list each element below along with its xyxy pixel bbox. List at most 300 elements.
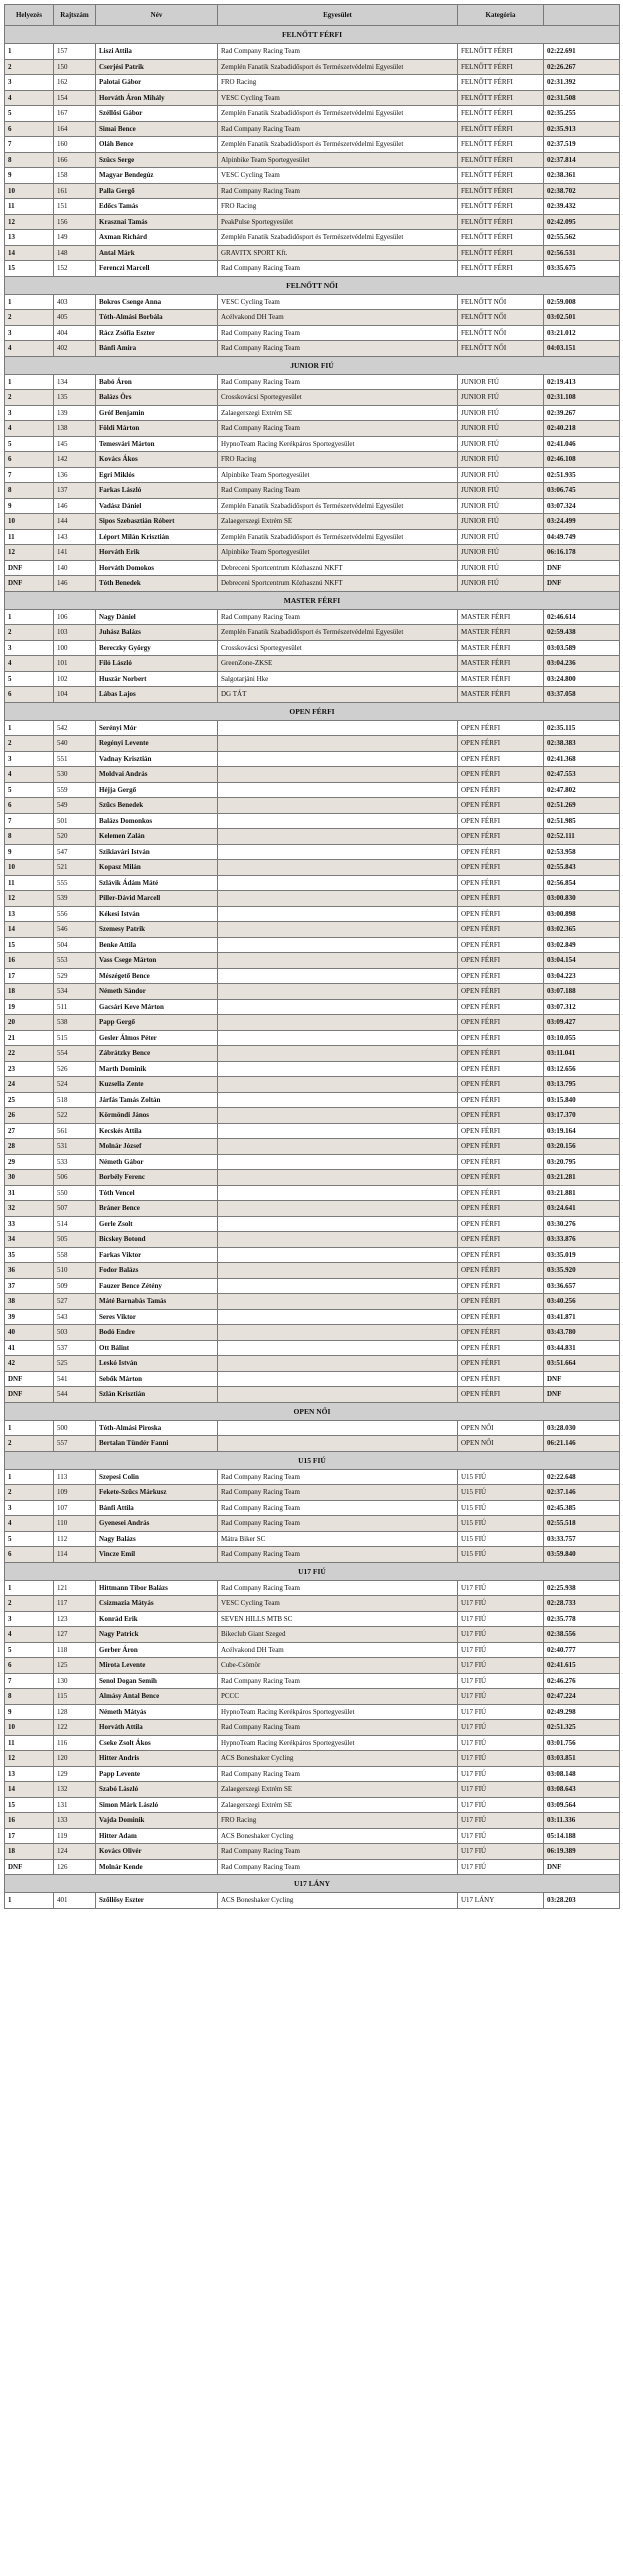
- cell-club: Zemplén Fanatik Szabadidősport és Természetvédelmi Egyesület: [218, 137, 458, 153]
- table-row: [5, 294, 620, 310]
- cell-position: 17: [5, 1828, 54, 1844]
- cell-time: 02:39.432: [544, 199, 620, 215]
- cell-name: Molnár Kende: [96, 1859, 218, 1875]
- table-row: [5, 106, 620, 122]
- table-row: [5, 875, 620, 891]
- cell-category: U17 LÁNY: [458, 1893, 544, 1909]
- cell-club: Alpinbike Team Sportegyesület: [218, 152, 458, 168]
- cell-position: 41: [5, 1340, 54, 1356]
- cell-category: OPEN FÉRFI: [458, 1108, 544, 1124]
- cell-name: Sebők Márton: [96, 1371, 218, 1387]
- table-row: [5, 183, 620, 199]
- cell-category: OPEN FÉRFI: [458, 1325, 544, 1341]
- cell-time: 02:35.255: [544, 106, 620, 122]
- cell-club: Zemplén Fanatik Szabadidősport és Természetvédelmi Egyesület: [218, 498, 458, 514]
- cell-category: FELNŐTT FÉRFI: [458, 59, 544, 75]
- table-body: [5, 26, 620, 1909]
- cell-name: Szlán Krisztián: [96, 1387, 218, 1403]
- cell-category: OPEN FÉRFI: [458, 1247, 544, 1263]
- cell-club: Zemplén Fanatik Szabadidősport és Természetvédelmi Egyesület: [218, 529, 458, 545]
- cell-category: U17 FIÚ: [458, 1751, 544, 1767]
- table-row: [5, 813, 620, 829]
- cell-time: 03:19.164: [544, 1123, 620, 1139]
- cell-category: OPEN FÉRFI: [458, 937, 544, 953]
- category-title: U17 FIÚ: [5, 1562, 620, 1580]
- cell-time: 03:21.881: [544, 1185, 620, 1201]
- cell-name: Gerber Áron: [96, 1642, 218, 1658]
- cell-category: OPEN FÉRFI: [458, 1092, 544, 1108]
- cell-name: Simai Bence: [96, 121, 218, 137]
- cell-name: Antal Márk: [96, 245, 218, 261]
- cell-position: 6: [5, 1547, 54, 1563]
- cell-time: 02:22.691: [544, 44, 620, 60]
- table-row: [5, 261, 620, 277]
- cell-club: VESC Cycling Team: [218, 168, 458, 184]
- table-row: [5, 467, 620, 483]
- cell-category: OPEN FÉRFI: [458, 1340, 544, 1356]
- cell-position: 11: [5, 199, 54, 215]
- cell-category: JUNIOR FIÚ: [458, 436, 544, 452]
- cell-club: [218, 1356, 458, 1372]
- cell-position: 19: [5, 999, 54, 1015]
- cell-name: Bertalan Tündér Fanni: [96, 1436, 218, 1452]
- cell-category: U17 FIÚ: [458, 1627, 544, 1643]
- table-row: [5, 968, 620, 984]
- category-title: JUNIOR FIÚ: [5, 356, 620, 374]
- table-row: [5, 1642, 620, 1658]
- table-row: [5, 1673, 620, 1689]
- cell-category: OPEN FÉRFI: [458, 1077, 544, 1093]
- cell-club: ACS Boneshaker Cycling: [218, 1893, 458, 1909]
- cell-category: U17 FIÚ: [458, 1658, 544, 1674]
- cell-time: 06:19.389: [544, 1844, 620, 1860]
- cell-bib: 115: [54, 1689, 96, 1705]
- cell-position: 22: [5, 1046, 54, 1062]
- cell-bib: 504: [54, 937, 96, 953]
- cell-name: Kovács Olivér: [96, 1844, 218, 1860]
- cell-category: OPEN FÉRFI: [458, 767, 544, 783]
- cell-bib: 138: [54, 421, 96, 437]
- cell-bib: 531: [54, 1139, 96, 1155]
- cell-time: 02:39.267: [544, 405, 620, 421]
- table-row: [5, 1828, 620, 1844]
- table-row: [5, 1247, 620, 1263]
- cell-position: DNF: [5, 1371, 54, 1387]
- cell-name: Bokros Csenge Anna: [96, 294, 218, 310]
- cell-club: Rad Company Racing Team: [218, 483, 458, 499]
- header-name: Név: [96, 5, 218, 26]
- cell-category: OPEN FÉRFI: [458, 1278, 544, 1294]
- cell-position: 6: [5, 452, 54, 468]
- cell-name: Sipos Szebasztián Róbert: [96, 514, 218, 530]
- cell-name: Szikiavári István: [96, 844, 218, 860]
- table-row: [5, 498, 620, 514]
- category-header-row: [5, 1562, 620, 1580]
- cell-bib: 529: [54, 968, 96, 984]
- cell-name: Filó László: [96, 656, 218, 672]
- cell-name: Moldvai András: [96, 767, 218, 783]
- cell-club: [218, 1436, 458, 1452]
- cell-time: 02:59.438: [544, 625, 620, 641]
- table-row: [5, 230, 620, 246]
- cell-name: Gróf Benjamin: [96, 405, 218, 421]
- cell-name: Hittmann Tibor Balázs: [96, 1580, 218, 1596]
- cell-category: FELNŐTT FÉRFI: [458, 90, 544, 106]
- cell-category: OPEN FÉRFI: [458, 906, 544, 922]
- cell-club: [218, 1309, 458, 1325]
- cell-club: Rad Company Racing Team: [218, 325, 458, 341]
- cell-time: 02:51.985: [544, 813, 620, 829]
- table-row: [5, 1139, 620, 1155]
- cell-time: 03:43.780: [544, 1325, 620, 1341]
- cell-bib: 551: [54, 751, 96, 767]
- cell-club: [218, 953, 458, 969]
- cell-category: U17 FIÚ: [458, 1766, 544, 1782]
- header-category: Kategória: [458, 5, 544, 26]
- cell-club: Rad Company Racing Team: [218, 1547, 458, 1563]
- header-position: Helyezés: [5, 5, 54, 26]
- cell-position: 1: [5, 1469, 54, 1485]
- cell-position: 1: [5, 720, 54, 736]
- table-row: [5, 1015, 620, 1031]
- cell-category: U15 FIÚ: [458, 1485, 544, 1501]
- cell-name: Tóth-Almási Piroska: [96, 1420, 218, 1436]
- cell-name: Bodó Endre: [96, 1325, 218, 1341]
- cell-category: FELNŐTT FÉRFI: [458, 152, 544, 168]
- cell-bib: 506: [54, 1170, 96, 1186]
- cell-time: 03:12.656: [544, 1061, 620, 1077]
- table-row: [5, 59, 620, 75]
- category-header-row: [5, 1402, 620, 1420]
- cell-club: Alpinbike Team Sportegyesület: [218, 467, 458, 483]
- cell-name: Vass Csege Márton: [96, 953, 218, 969]
- cell-club: Rad Company Racing Team: [218, 1844, 458, 1860]
- cell-club: [218, 1139, 458, 1155]
- cell-bib: 157: [54, 44, 96, 60]
- cell-club: Acélvakond DH Team: [218, 310, 458, 326]
- table-row: [5, 1278, 620, 1294]
- cell-position: 15: [5, 261, 54, 277]
- cell-time: 03:24.800: [544, 671, 620, 687]
- cell-name: Cseke Zsolt Ákos: [96, 1735, 218, 1751]
- cell-club: [218, 798, 458, 814]
- cell-time: 03:04.236: [544, 656, 620, 672]
- cell-position: 10: [5, 183, 54, 199]
- cell-position: 32: [5, 1201, 54, 1217]
- cell-position: 20: [5, 1015, 54, 1031]
- cell-name: Rácz Zsófia Eszter: [96, 325, 218, 341]
- cell-category: OPEN FÉRFI: [458, 798, 544, 814]
- cell-club: DG TÁT: [218, 687, 458, 703]
- cell-position: 40: [5, 1325, 54, 1341]
- cell-bib: 134: [54, 374, 96, 390]
- cell-time: 02:31.108: [544, 390, 620, 406]
- cell-time: 03:02.501: [544, 310, 620, 326]
- cell-club: FRO Racing: [218, 1813, 458, 1829]
- cell-club: SEVEN HILLS MTB SC: [218, 1611, 458, 1627]
- cell-name: Mirota Levente: [96, 1658, 218, 1674]
- cell-name: Kecskés Attila: [96, 1123, 218, 1139]
- cell-time: 02:38.361: [544, 168, 620, 184]
- cell-club: VESC Cycling Team: [218, 294, 458, 310]
- cell-category: U17 FIÚ: [458, 1828, 544, 1844]
- cell-position: 17: [5, 968, 54, 984]
- table-row: [5, 1371, 620, 1387]
- cell-bib: 140: [54, 560, 96, 576]
- cell-category: JUNIOR FIÚ: [458, 405, 544, 421]
- cell-time: 03:09.427: [544, 1015, 620, 1031]
- cell-category: OPEN FÉRFI: [458, 1185, 544, 1201]
- cell-club: [218, 1387, 458, 1403]
- table-row: [5, 1170, 620, 1186]
- cell-time: 02:47.802: [544, 782, 620, 798]
- cell-bib: 515: [54, 1030, 96, 1046]
- cell-bib: 116: [54, 1735, 96, 1751]
- cell-category: MASTER FÉRFI: [458, 656, 544, 672]
- cell-name: Földi Márton: [96, 421, 218, 437]
- results-table: [4, 4, 620, 1909]
- cell-position: 5: [5, 1531, 54, 1547]
- cell-time: 02:41.046: [544, 436, 620, 452]
- table-row: [5, 560, 620, 576]
- cell-club: Zemplén Fanatik Szabadidősport és Természetvédelmi Egyesület: [218, 106, 458, 122]
- cell-position: 3: [5, 75, 54, 91]
- table-row: [5, 576, 620, 592]
- cell-bib: 133: [54, 1813, 96, 1829]
- cell-time: 03:28.030: [544, 1420, 620, 1436]
- cell-category: OPEN FÉRFI: [458, 1309, 544, 1325]
- cell-name: Nagy Patrick: [96, 1627, 218, 1643]
- cell-club: [218, 984, 458, 1000]
- cell-category: OPEN FÉRFI: [458, 968, 544, 984]
- cell-club: [218, 1216, 458, 1232]
- cell-time: 02:28.733: [544, 1596, 620, 1612]
- cell-category: FELNŐTT FÉRFI: [458, 245, 544, 261]
- cell-category: OPEN FÉRFI: [458, 1232, 544, 1248]
- cell-time: 02:37.814: [544, 152, 620, 168]
- cell-name: Palla Gergő: [96, 183, 218, 199]
- cell-time: 02:38.556: [544, 1627, 620, 1643]
- cell-position: 37: [5, 1278, 54, 1294]
- cell-bib: 113: [54, 1469, 96, 1485]
- cell-name: Axman Richárd: [96, 230, 218, 246]
- cell-category: OPEN FÉRFI: [458, 891, 544, 907]
- cell-category: OPEN FÉRFI: [458, 1170, 544, 1186]
- cell-name: Seres Viktor: [96, 1309, 218, 1325]
- cell-position: 3: [5, 325, 54, 341]
- table-row: [5, 1751, 620, 1767]
- cell-name: Benke Attila: [96, 937, 218, 953]
- cell-position: 30: [5, 1170, 54, 1186]
- table-row: [5, 1596, 620, 1612]
- cell-bib: 136: [54, 467, 96, 483]
- cell-bib: 554: [54, 1046, 96, 1062]
- cell-club: Debreceni Sportcentrum Közhasznú NKFT: [218, 576, 458, 592]
- cell-position: 35: [5, 1247, 54, 1263]
- cell-time: 02:40.218: [544, 421, 620, 437]
- table-row: [5, 937, 620, 953]
- cell-bib: 158: [54, 168, 96, 184]
- cell-club: [218, 999, 458, 1015]
- cell-bib: 501: [54, 813, 96, 829]
- cell-name: Horváth Attila: [96, 1720, 218, 1736]
- cell-bib: 145: [54, 436, 96, 452]
- cell-name: Szőllősy Eszter: [96, 1893, 218, 1909]
- cell-position: 36: [5, 1263, 54, 1279]
- cell-position: 12: [5, 891, 54, 907]
- cell-club: [218, 922, 458, 938]
- cell-position: 2: [5, 310, 54, 326]
- cell-category: MASTER FÉRFI: [458, 609, 544, 625]
- cell-time: 02:51.325: [544, 1720, 620, 1736]
- cell-category: MASTER FÉRFI: [458, 687, 544, 703]
- cell-club: [218, 891, 458, 907]
- table-row: [5, 1294, 620, 1310]
- table-row: [5, 1123, 620, 1139]
- cell-club: [218, 720, 458, 736]
- table-row: [5, 1325, 620, 1341]
- cell-club: [218, 1092, 458, 1108]
- cell-category: U17 FIÚ: [458, 1735, 544, 1751]
- cell-name: Szemesy Patrik: [96, 922, 218, 938]
- table-row: [5, 1154, 620, 1170]
- cell-position: 3: [5, 751, 54, 767]
- cell-club: Zalaegerszegi Extrém SE: [218, 405, 458, 421]
- table-row: [5, 844, 620, 860]
- cell-category: U17 FIÚ: [458, 1611, 544, 1627]
- cell-position: 2: [5, 1436, 54, 1452]
- cell-club: Bikeclub Giant Szeged: [218, 1627, 458, 1643]
- cell-name: Kékesi István: [96, 906, 218, 922]
- cell-category: FELNŐTT FÉRFI: [458, 44, 544, 60]
- cell-name: Papp Gergő: [96, 1015, 218, 1031]
- cell-club: FRO Racing: [218, 199, 458, 215]
- cell-time: 03:10.055: [544, 1030, 620, 1046]
- cell-category: OPEN FÉRFI: [458, 1061, 544, 1077]
- cell-bib: 525: [54, 1356, 96, 1372]
- cell-category: OPEN FÉRFI: [458, 1030, 544, 1046]
- cell-club: Rad Company Racing Team: [218, 44, 458, 60]
- cell-bib: 541: [54, 1371, 96, 1387]
- cell-time: 02:45.385: [544, 1500, 620, 1516]
- table-row: [5, 640, 620, 656]
- cell-bib: 166: [54, 152, 96, 168]
- cell-name: Máté Barnabás Tamás: [96, 1294, 218, 1310]
- cell-category: FELNŐTT FÉRFI: [458, 261, 544, 277]
- cell-category: FELNŐTT FÉRFI: [458, 230, 544, 246]
- table-row: [5, 656, 620, 672]
- cell-bib: 135: [54, 390, 96, 406]
- cell-category: OPEN FÉRFI: [458, 1371, 544, 1387]
- cell-name: Huszár Norbert: [96, 671, 218, 687]
- cell-category: JUNIOR FIÚ: [458, 421, 544, 437]
- table-row: [5, 245, 620, 261]
- cell-position: 6: [5, 121, 54, 137]
- cell-category: FELNŐTT NŐI: [458, 310, 544, 326]
- cell-time: 02:35.913: [544, 121, 620, 137]
- cell-club: Zalaegerszegi Extrém SE: [218, 1782, 458, 1798]
- cell-position: 6: [5, 798, 54, 814]
- cell-club: [218, 906, 458, 922]
- cell-club: PeakPulse Sportegyesület: [218, 214, 458, 230]
- cell-club: Crosskovácsi Sportegyesület: [218, 640, 458, 656]
- cell-time: 03:30.276: [544, 1216, 620, 1232]
- cell-position: 5: [5, 671, 54, 687]
- table-row: [5, 891, 620, 907]
- cell-time: 03:15.840: [544, 1092, 620, 1108]
- cell-time: 02:38.383: [544, 736, 620, 752]
- cell-category: JUNIOR FIÚ: [458, 452, 544, 468]
- cell-name: Oláh Bence: [96, 137, 218, 153]
- table-row: [5, 483, 620, 499]
- cell-position: 4: [5, 656, 54, 672]
- cell-name: Farkas László: [96, 483, 218, 499]
- cell-bib: 103: [54, 625, 96, 641]
- table-row: [5, 529, 620, 545]
- cell-time: 03:41.871: [544, 1309, 620, 1325]
- table-row: [5, 860, 620, 876]
- cell-position: 27: [5, 1123, 54, 1139]
- cell-category: FELNŐTT FÉRFI: [458, 168, 544, 184]
- cell-name: Liszi Attila: [96, 44, 218, 60]
- cell-position: 6: [5, 687, 54, 703]
- cell-name: Szücs Serge: [96, 152, 218, 168]
- cell-category: OPEN FÉRFI: [458, 984, 544, 1000]
- table-row: [5, 1061, 620, 1077]
- cell-name: Bicskey Botond: [96, 1232, 218, 1248]
- cell-position: 7: [5, 1673, 54, 1689]
- cell-category: JUNIOR FIÚ: [458, 483, 544, 499]
- cell-time: DNF: [544, 1859, 620, 1875]
- cell-club: [218, 736, 458, 752]
- cell-bib: 121: [54, 1580, 96, 1596]
- cell-time: 03:24.499: [544, 514, 620, 530]
- cell-time: 03:20.795: [544, 1154, 620, 1170]
- cell-time: 02:22.648: [544, 1469, 620, 1485]
- cell-club: VESC Cycling Team: [218, 90, 458, 106]
- cell-time: 03:11.041: [544, 1046, 620, 1062]
- cell-position: 12: [5, 545, 54, 561]
- table-row: [5, 325, 620, 341]
- cell-club: [218, 1247, 458, 1263]
- cell-bib: 122: [54, 1720, 96, 1736]
- cell-name: Temesvári Márton: [96, 436, 218, 452]
- table-row: [5, 609, 620, 625]
- table-row: [5, 1627, 620, 1643]
- cell-bib: 141: [54, 545, 96, 561]
- cell-bib: 127: [54, 1627, 96, 1643]
- cell-position: 24: [5, 1077, 54, 1093]
- cell-bib: 503: [54, 1325, 96, 1341]
- cell-position: 3: [5, 1611, 54, 1627]
- cell-category: U17 FIÚ: [458, 1797, 544, 1813]
- cell-category: FELNŐTT FÉRFI: [458, 137, 544, 153]
- cell-name: Cserjési Patrik: [96, 59, 218, 75]
- cell-name: Farkas Viktor: [96, 1247, 218, 1263]
- table-row: [5, 687, 620, 703]
- table-row: [5, 767, 620, 783]
- cell-position: 7: [5, 813, 54, 829]
- table-row: [5, 1704, 620, 1720]
- cell-position: 9: [5, 498, 54, 514]
- cell-bib: 526: [54, 1061, 96, 1077]
- cell-position: 13: [5, 906, 54, 922]
- cell-position: 1: [5, 374, 54, 390]
- cell-position: 1: [5, 1893, 54, 1909]
- cell-bib: 524: [54, 1077, 96, 1093]
- header-club: Egyesület: [218, 5, 458, 26]
- cell-bib: 401: [54, 1893, 96, 1909]
